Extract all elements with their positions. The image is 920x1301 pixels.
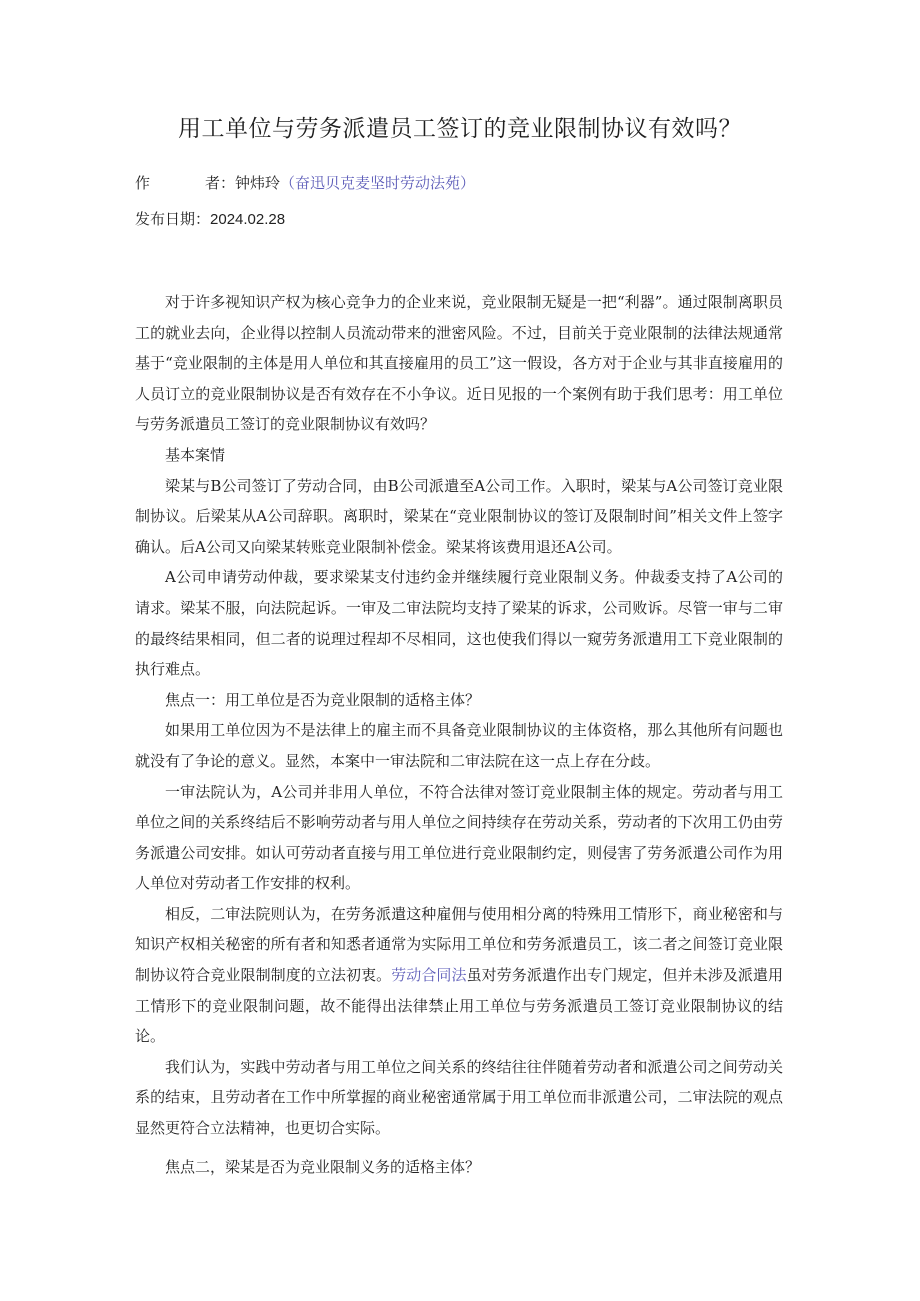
paragraph-focus-one-intro: 如果用工单位因为不是法律上的雇主而不具备竞业限制协议的主体资格，那么其他所有问题也就没有了争论的意义。显然，本案中一审法院和二审法院在这一点上存在分歧。: [135, 721, 783, 770]
publish-date-line: [135, 208, 285, 229]
section-heading-focus-one: 焦点一：用工单位是否为竞业限制的适格主体？: [165, 690, 481, 709]
publish-date-value: 2024.02.28: [210, 211, 286, 228]
paragraph-first-instance: 一审法院认为，A公司并非用人单位，不符合法律对签订竞业限制主体的规定。劳动者与用工单位之间的关系终结后不影响劳动者与用人单位之间持续存在劳动关系，劳动者的下次用工仍由劳务派遣公司安排。如认可劳动者直接与用工单位进行竞业限制约定，则侵害了劳务派遣公司作为用人单位对劳动者工作安排的权利。: [135, 782, 783, 893]
labor-contract-law-link[interactable]: 劳动合同法: [391, 966, 467, 985]
article-title: 用工单位与劳务派遣员工签订的竞业限制协议有效吗？: [178, 116, 742, 142]
section-heading-basic-case: 基本案情: [165, 445, 226, 464]
publish-date-label: 发布日期：: [135, 210, 211, 228]
author-label-part1: 作: [135, 174, 151, 192]
paragraph-case-facts: 梁某与B公司签订了劳动合同，由B公司派遣至A公司工作。入职时，梁某与A公司签订竞业限制协议。后梁某从A公司辞职。离职时，梁某在“竞业限制协议的签订及限制时间”相关文件上签字确认。后A公司又向梁某转账竞业限制补偿金。梁某将该费用退还A公司。: [135, 476, 783, 556]
paragraph-second-instance: [135, 899, 783, 1052]
paragraph-our-view: 我们认为，实践中劳动者与用工单位之间关系的终结往往伴随着劳动者和派遣公司之间劳动关系的结束，且劳动者在工作中所掌握的商业秘密通常属于用工单位而非派遣公司，二审法院的观点显然更符合立法精神，也更切合实际。: [135, 1057, 783, 1138]
author-name: 钟炜玲: [235, 174, 281, 192]
author-line: [135, 172, 475, 193]
section-heading-focus-two: 焦点二，梁某是否为竞业限制义务的适格主体？: [165, 1157, 481, 1176]
article-body: [135, 287, 783, 1182]
paragraph-intro: 对于许多视知识产权为核心竞争力的企业来说，竞业限制无疑是一把“利器”。通过限制离职员工的就业去向，企业得以控制人员流动带来的泄密风险。不过，目前关于竞业限制的法律法规通常基于“竞业限制的主体是用人单位和其直接雇用的员工”这一假设，各方对于企业与其非直接雇用的人员订立的竞业限制协议是否有效存在不小争议。近日见报的一个案例有助于我们思考：用工单位与劳务派遣员工签订的竞业限制协议有效吗？: [135, 293, 783, 434]
paragraph-arbitration: A公司申请劳动仲裁，要求梁某支付违约金并继续履行竞业限制义务。仲裁委支持了A公司的请求。梁某不服，向法院起诉。一审及二审法院均支持了梁某的诉求，公司败诉。尽管一审与二审的最终结果相同，但二者的说理过程却不尽相同，这也使我们得以一窥劳务派遣用工下竞业限制的执行难点。: [135, 568, 783, 679]
paragraph-second-instance-text-a: 相反，二审法院则认为，在劳务派遣这种雇佣与使用相分离的特殊用工情形下，商业秘密和与知识产权相关秘密的所有者和知悉者通常为实际用工单位和劳务派遣员工，该二者之间签订竞业限制协议符合竞业限制制度的立法初衷。: [135, 904, 783, 985]
paragraph-second-instance-text-b: 虽对劳务派遣作出专门规定，但并未涉及派遣用工情形下的竞业限制问题，故不能得出法律禁止用工单位与劳务派遣员工签订竞业限制协议的结论。: [135, 966, 783, 1046]
author-label-part2: 者：: [205, 174, 236, 192]
author-source-link[interactable]: （奋迅贝克麦坚时劳动法苑）: [280, 174, 476, 192]
